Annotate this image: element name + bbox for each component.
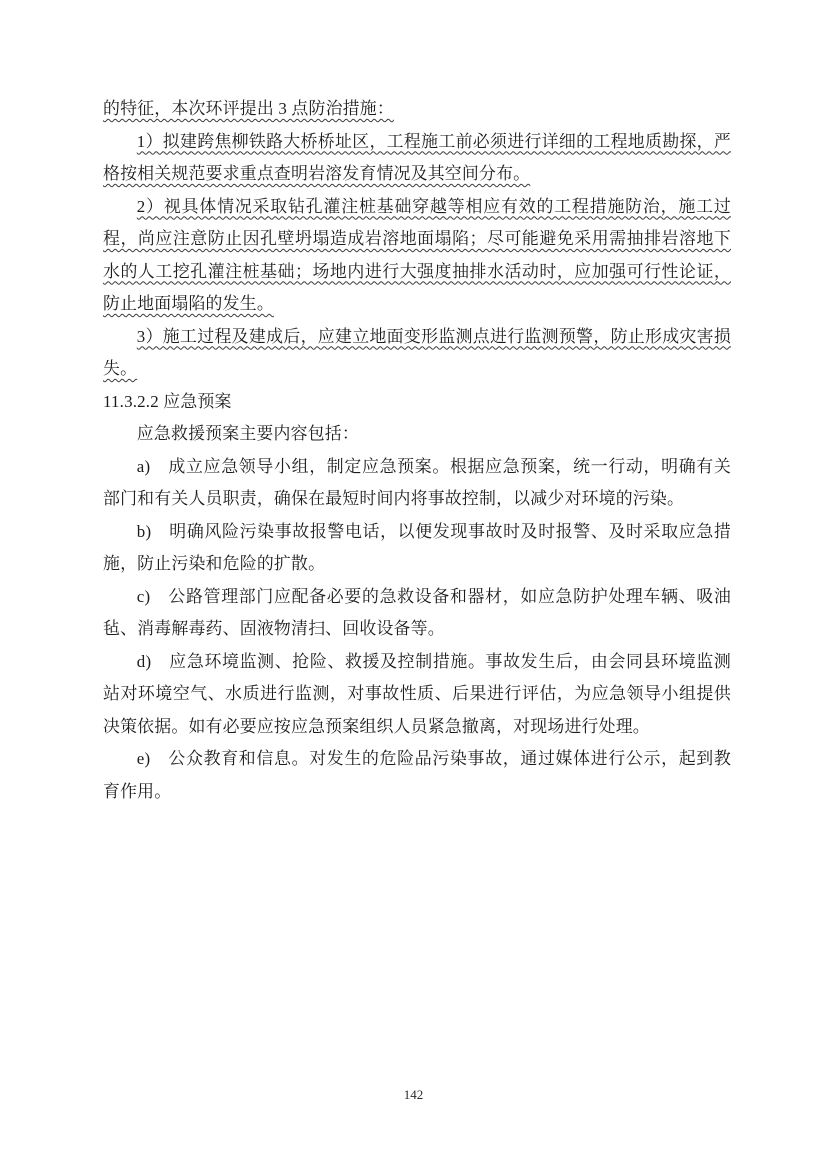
paragraph-item-a: a) 成立应急领导小组，制定应急预案。根据应急预案，统一行动，明确有关部门和有关人员职责，确保在最短时间内将事故控制，以减少对环境的污染。: [103, 456, 731, 508]
paragraph-item-e: e) 公众教育和信息。对发生的危险品污染事故，通过媒体进行公示，起到教育作用。: [103, 749, 731, 801]
page-body-text: [103, 93, 731, 808]
paragraph-prevention-measure-1: 1）拟建跨焦柳铁路大桥桥址区，工程施工前必须进行详细的工程地质勘探，严格按相关规范要求重点查明岩溶发育情况及其空间分布。: [103, 131, 731, 183]
paragraph-item-c: c) 公路管理部门应配备必要的急救设备和器材，如应急防护处理车辆、吸油毡、消毒解毒药、固液物清扫、回收设备等。: [103, 586, 731, 638]
paragraph-emergency-plan-lead: 应急救援预案主要内容包括：: [136, 424, 359, 443]
paragraph-prevention-measure-3: 3）施工过程及建成后，应建立地面变形监测点进行监测预警，防止形成灾害损失。: [103, 326, 731, 378]
page-number: 142: [403, 1087, 424, 1102]
paragraph-intro-continuation: 的特征，本次环评提出 3 点防治措施：: [103, 99, 394, 118]
paragraph-item-b: b) 明确风险污染事故报警电话，以便发现事故时及时报警、及时采取应急措施，防止污染和危险的扩散。: [103, 521, 731, 573]
section-heading-emergency-plan: 11.3.2.2 应急预案: [103, 391, 232, 411]
paragraph-prevention-measure-2: 2）视具体情况采取钻孔灌注桩基础穿越等相应有效的工程措施防治，施工过程，尚应注意防止因孔壁坍塌造成岩溶地面塌陷；尽可能避免采用需抽排岩溶地下水的人工挖孔灌注桩基础；场地内进行大强度抽排水活动时，应加强可行性论证，防止地面塌陷的发生。: [103, 196, 731, 313]
paragraph-item-d: d) 应急环境监测、抢险、救援及控制措施。事故发生后，由会同县环境监测站对环境空气、水质进行监测，对事故性质、后果进行评估，为应急领导小组提供决策依据。如有必要应按应急预案组织人员紧急撤离，对现场进行处理。: [103, 651, 731, 736]
